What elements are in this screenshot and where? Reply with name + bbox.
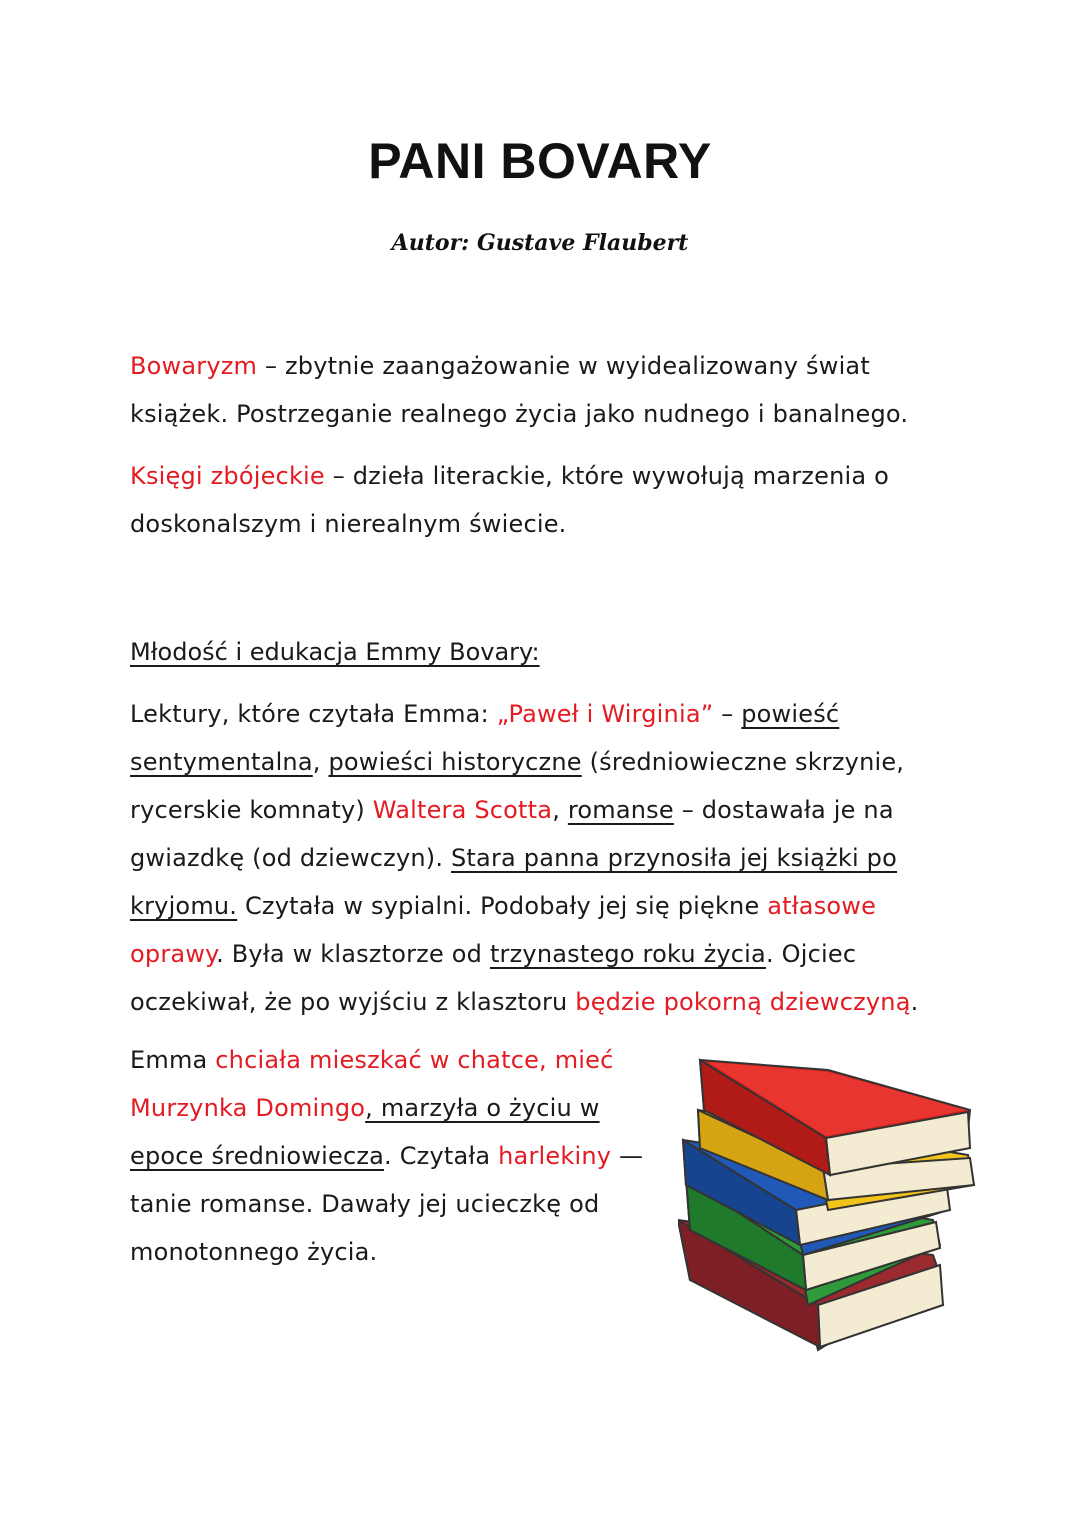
highlight: harlekiny — [498, 1142, 612, 1170]
text: . — [910, 988, 919, 1016]
text: . Była w klasztorze od — [216, 940, 490, 968]
genre: powieści historyczne — [328, 748, 582, 776]
definition-term: Bowaryzm — [130, 352, 258, 380]
highlight: trzynastego roku życia — [489, 940, 766, 968]
text: — tanie romanse. Dawały jej ucieczkę od monotonnego życia. — [130, 1142, 644, 1266]
genre: powieść sentymentalna — [130, 700, 840, 776]
highlight: będzie pokorną dziewczyną — [575, 988, 911, 1016]
books-stack-illustration — [678, 1050, 988, 1360]
genre: romanse — [567, 796, 674, 824]
text: . Czytała — [384, 1142, 499, 1170]
highlight: , marzyła o życiu w epoce średniowiecza — [130, 1094, 600, 1170]
text: Emma — [130, 1046, 216, 1074]
definition-bowaryzm — [130, 342, 960, 438]
text: , — [552, 796, 568, 824]
highlight: atłasowe oprawy — [130, 892, 877, 968]
definition-dash: – — [324, 462, 353, 490]
text: – dostawała je na gwiazdkę (od dziewczyn). — [130, 796, 894, 872]
text: , — [312, 748, 329, 776]
paragraph-emma — [130, 1036, 650, 1276]
definition-term: Księgi zbójeckie — [130, 462, 325, 490]
text: – — [713, 700, 742, 728]
author-line: Autor: Gustave Flaubert — [391, 230, 689, 256]
highlight: Stara panna przynosiła jej książki po kryjomu. — [130, 844, 897, 920]
text: (średniowieczne skrzynie, rycerskie komnaty) — [130, 748, 905, 824]
definition-text: dzieła literackie, które wywołują marzenia o doskonalszym i nierealnym świecie. — [130, 462, 889, 538]
definition-dash: – — [257, 352, 285, 380]
definition-text: zbytnie zaangażowanie w wyidealizowany świat książek. Postrzeganie realnego życia jako nudnego i banalnego. — [130, 352, 909, 428]
definition-ksiegi-zbojeckie — [130, 452, 960, 548]
text: Czytała w sypialni. Podobały jej się piękne — [237, 892, 768, 920]
text: Lektury, które czytała Emma: — [130, 700, 497, 728]
page-title: PANI BOVARY — [368, 133, 712, 189]
text: . Ojciec oczekiwał, że po wyjściu z klasztoru — [130, 940, 857, 1016]
paragraph-lektury — [130, 690, 960, 1026]
section-heading: Młodość i edukacja Emmy Bovary: — [130, 638, 540, 666]
book-title: „Paweł i Wirginia” — [496, 700, 714, 728]
highlight: chciała mieszkać w chatce, mieć Murzynka Domingo — [130, 1046, 614, 1122]
author-name: Waltera Scotta — [372, 796, 553, 824]
